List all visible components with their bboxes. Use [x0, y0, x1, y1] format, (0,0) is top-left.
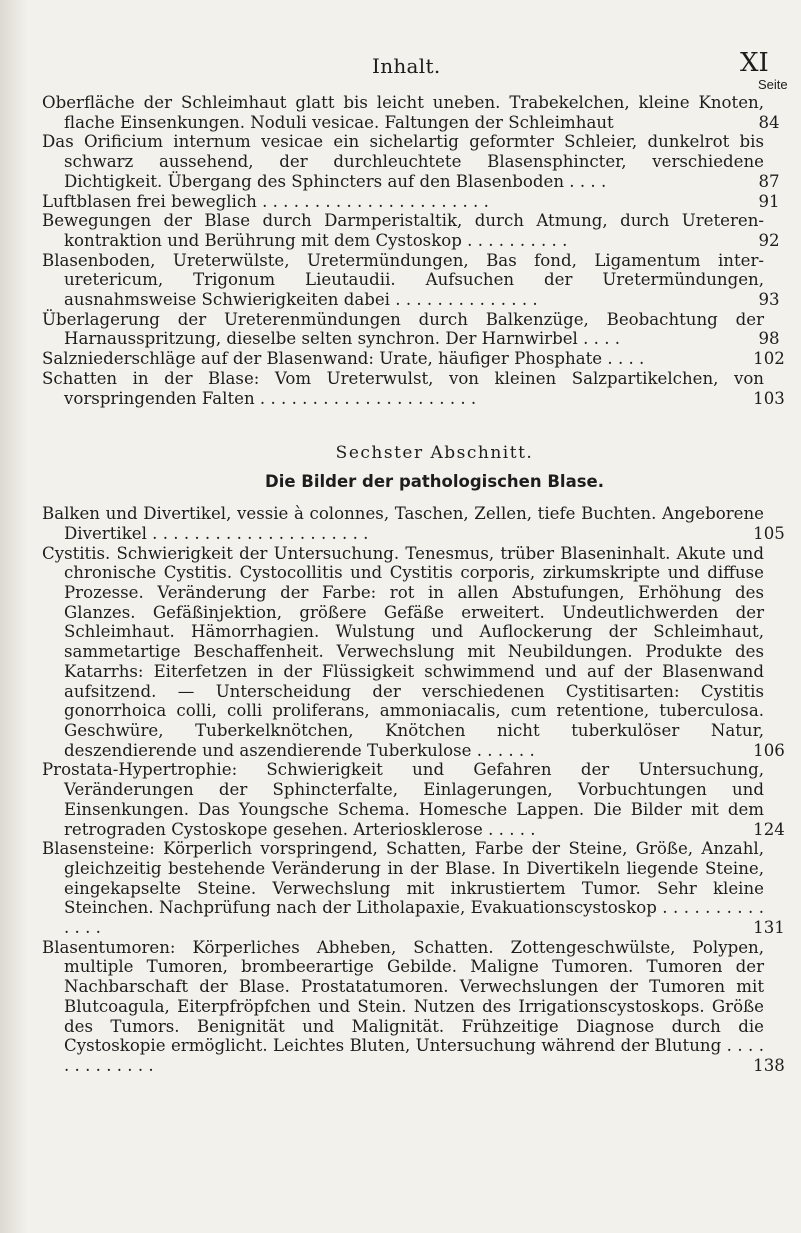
toc-entry: Blasentumoren: Körperliches Abheben, Schatten. Zottengeschwülste, Polypen, multiple Tumoren, brombeerartige Gebilde. Maligne Tumoren. Tumoren der Nachbarschaft der Blase. Prostatatumoren. Verwechslungen der Tumoren mit Blutcoagula, Eiterpfröpfchen und Stein. Nutzen des Irrigationscystoskops. Größe des Tumors. Benignität und Malignität. Frühzeitige Diagnose durch die Cystoskopie ermöglicht. Leichtes Bluten, Untersuchung während der Blutung . . . . . . . . . . . . . 138 — [42, 937, 785, 1075]
toc-entry: Oberfläche der Schleimhaut glatt bis leicht uneben. Trabekelchen, kleine Knoten, flache Einsenkungen. Noduli vesicae. Faltungen der Schleimhaut 84 — [42, 93, 780, 132]
toc-entry: Blasensteine: Körperlich vorspringend, Schatten, Farbe der Steine, Größe, Anzahl, gleichzeitig bestehende Veränderung in der Blase. In Divertikeln liegende Steine, eingekapselte Steine. Verwechslung mit inkrustiertem Tumor. Sehr kleine Steinchen. Nachprüfung nach der Litholapaxie, Evakuationscystoskop . . . . . . . . . . . . . . 131 — [42, 839, 785, 938]
page-header — [0, 48, 801, 88]
toc-entry: Luftblasen frei beweglich . . . . . . . . . . . . . . . . . . . . . . 91 — [42, 191, 780, 211]
toc-entry: Das Orificium internum vesicae ein sichelartig geformter Schleier, dunkelrot bis schwarz aussehend, der durchleuchtete Blasensphincter, verschiedene Dichtigkeit. Übergang des Sphincters auf den Blasenboden . . . . 87 — [42, 132, 780, 191]
toc-group-continued — [42, 93, 787, 408]
running-title: Inhalt. — [372, 54, 441, 78]
seite-label: Seite — [758, 77, 788, 92]
toc-entry: Blasenboden, Ureterwülste, Uretermündungen, Bas fond, Ligamentum inter-uretericum, Trigonum Lieutaudii. Aufsuchen der Uretermündungen, ausnahmsweise Schwierigkeiten dabei . . . . . . . . . . . . . . 93 — [42, 250, 780, 310]
page-number: XI — [740, 48, 769, 78]
toc-entry: Bewegungen der Blase durch Darmperistaltik, durch Atmung, durch Ureteren-kontraktion und Berührung mit dem Cystoskop . . . . . . . . . . 92 — [42, 211, 780, 250]
toc-group-section-6 — [42, 504, 787, 1075]
toc-entry: Überlagerung der Ureterenmündungen durch Balkenzüge, Beobachtung der Harnausspritzung, dieselbe selten synchron. Der Harnwirbel . . . . 98 — [42, 309, 780, 349]
scan-shadow — [0, 0, 28, 1233]
table-of-contents — [42, 93, 787, 1076]
toc-entry: Salzniederschläge auf der Blasenwand: Urate, häufiger Phosphate . . . . 102 — [42, 349, 785, 369]
toc-entry: Balken und Divertikel, vessie à colonnes, Taschen, Zellen, tiefe Buchten. Angeborene Divertikel . . . . . . . . . . . . . . . . . . . . . 105 — [42, 504, 785, 543]
section-heading: Sechster Abschnitt. — [335, 443, 534, 464]
toc-entry: Prostata-Hypertrophie: Schwierigkeit und Gefahren der Untersuchung, Veränderungen der Sphincterfalte, Einlagerungen, Vorbuchtungen und Einsenkungen. Das Youngsche Schema. Homesche Lappen. Die Bilder mit dem retrograden Cystoskope gesehen. Arteriosklerose . . . . . 124 — [42, 760, 785, 839]
toc-entry: Schatten in der Blase: Vom Ureterwulst, von kleinen Salzpartikelchen, von vorspringenden Falten . . . . . . . . . . . . . . . . . . . . . 103 — [42, 368, 785, 408]
toc-entry: Cystitis. Schwierigkeit der Untersuchung. Tenesmus, trüber Blaseninhalt. Akute und chronische Cystitis. Cystocollitis und Cystitis corporis, zirkumskripte und diffuse Prozesse. Veränderung der Farbe: rot in allen Abstufungen, Erhöhung des Glanzes. Gefäßinjektion, größere Gefäße erweitert. Undeutlichwerden der Schleimhaut. Hämorrhagien. Wulstung und Auflockerung der Schleimhaut, sammetartige Beschaffenheit. Verwechslung mit Neubildungen. Produkte des Katarrhs: Eiterfetzen in der Flüssigkeit schwimmend und auf der Blasenwand aufsitzend. — Unterscheidung der verschiedenen Cystitisarten: Cystitis gonorrhoica colli, colli proliferans, ammoniacalis, cum retentione, tuberculosa. Geschwüre, Tuberkelknötchen, Knötchen nicht tuberkulöser Natur, deszendierende und aszendierende Tuberkulose . . . . . . 106 — [42, 543, 785, 760]
section-subheading: Die Bilder der pathologischen Blase. — [265, 472, 604, 492]
